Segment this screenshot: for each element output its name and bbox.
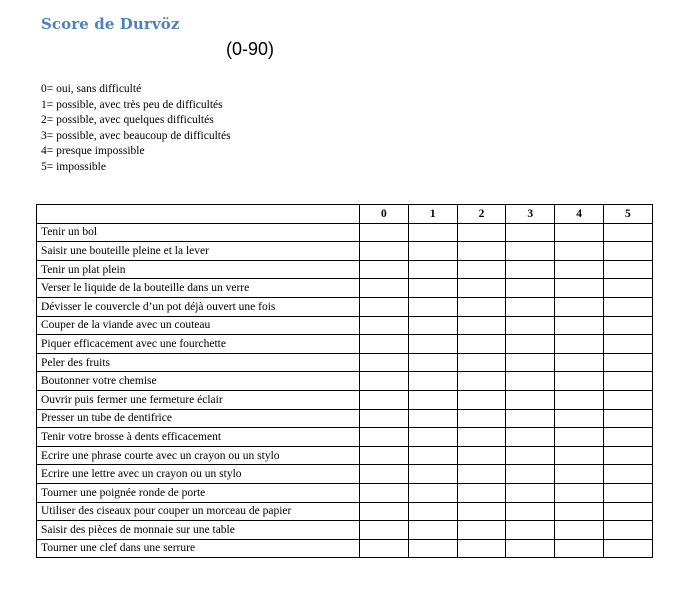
score-cell-1[interactable] — [408, 539, 457, 558]
table-row — [37, 353, 653, 372]
score-cell-3[interactable] — [506, 316, 555, 335]
score-cell-5[interactable] — [603, 223, 652, 242]
score-cell-2[interactable] — [457, 260, 506, 279]
score-cell-2[interactable] — [457, 242, 506, 261]
score-cell-4[interactable] — [555, 372, 604, 391]
column-header-1: 1 — [408, 205, 457, 224]
score-cell-0[interactable] — [360, 428, 409, 447]
score-cell-3[interactable] — [506, 353, 555, 372]
score-cell-5[interactable] — [603, 539, 652, 558]
table-row — [37, 428, 653, 447]
score-cell-1[interactable] — [408, 428, 457, 447]
score-cell-1[interactable] — [408, 409, 457, 428]
activity-label: Utiliser des ciseaux pour couper un morceau de papier — [37, 502, 360, 521]
scoring-legend — [41, 82, 231, 175]
activity-label: Tenir votre brosse à dents efficacement — [37, 428, 360, 447]
score-cell-4[interactable] — [555, 297, 604, 316]
table-row — [37, 502, 653, 521]
column-header-3: 3 — [506, 205, 555, 224]
score-cell-0[interactable] — [360, 483, 409, 502]
table-row — [37, 260, 653, 279]
score-cell-3[interactable] — [506, 521, 555, 540]
score-cell-2[interactable] — [457, 521, 506, 540]
activity-label: Dévisser le couvercle d’un pot déjà ouvert une fois — [37, 297, 360, 316]
score-cell-5[interactable] — [603, 353, 652, 372]
score-cell-5[interactable] — [603, 242, 652, 261]
score-cell-3[interactable] — [506, 409, 555, 428]
activity-label: Tourner une poignée ronde de porte — [37, 483, 360, 502]
score-cell-0[interactable] — [360, 409, 409, 428]
score-cell-4[interactable] — [555, 316, 604, 335]
score-cell-4[interactable] — [555, 483, 604, 502]
score-cell-4[interactable] — [555, 428, 604, 447]
score-cell-2[interactable] — [457, 223, 506, 242]
score-cell-4[interactable] — [555, 260, 604, 279]
column-header-0: 0 — [360, 205, 409, 224]
activity-label: Tenir un bol — [37, 223, 360, 242]
score-cell-2[interactable] — [457, 372, 506, 391]
document-title: Score de Durvöz — [41, 15, 180, 33]
activity-label: Peler des fruits — [37, 353, 360, 372]
score-cell-4[interactable] — [555, 465, 604, 484]
activity-label: Couper de la viande avec un couteau — [37, 316, 360, 335]
activity-label: Verser le liquide de la bouteille dans un verre — [37, 279, 360, 298]
score-cell-1[interactable] — [408, 260, 457, 279]
score-cell-4[interactable] — [555, 539, 604, 558]
score-cell-0[interactable] — [360, 279, 409, 298]
activity-label: Ecrire une lettre avec un crayon ou un stylo — [37, 465, 360, 484]
score-cell-0[interactable] — [360, 446, 409, 465]
score-cell-2[interactable] — [457, 390, 506, 409]
score-table — [36, 204, 653, 558]
score-cell-1[interactable] — [408, 372, 457, 391]
legend-item: 1= possible, avec très peu de difficultés — [41, 98, 223, 111]
score-cell-2[interactable] — [457, 446, 506, 465]
score-cell-1[interactable] — [408, 242, 457, 261]
legend-item: 5= impossible — [41, 160, 106, 173]
score-cell-5[interactable] — [603, 502, 652, 521]
score-cell-0[interactable] — [360, 539, 409, 558]
score-cell-2[interactable] — [457, 353, 506, 372]
score-cell-0[interactable] — [360, 242, 409, 261]
score-cell-4[interactable] — [555, 521, 604, 540]
table-row — [37, 372, 653, 391]
score-cell-2[interactable] — [457, 279, 506, 298]
column-header-5: 5 — [603, 205, 652, 224]
score-cell-0[interactable] — [360, 372, 409, 391]
score-cell-5[interactable] — [603, 316, 652, 335]
score-cell-1[interactable] — [408, 446, 457, 465]
score-cell-4[interactable] — [555, 242, 604, 261]
legend-item: 2= possible, avec quelques difficultés — [41, 114, 214, 126]
activity-label: Piquer efficacement avec une fourchette — [37, 335, 360, 354]
score-cell-4[interactable] — [555, 335, 604, 354]
score-cell-4[interactable] — [555, 409, 604, 428]
table-row — [37, 483, 653, 502]
table-row — [37, 465, 653, 484]
score-cell-3[interactable] — [506, 502, 555, 521]
table-row — [37, 539, 653, 558]
score-cell-3[interactable] — [506, 372, 555, 391]
score-cell-4[interactable] — [555, 390, 604, 409]
table-row — [37, 279, 653, 298]
score-cell-3[interactable] — [506, 279, 555, 298]
score-cell-2[interactable] — [457, 335, 506, 354]
table-header-row — [37, 205, 653, 224]
score-cell-0[interactable] — [360, 390, 409, 409]
score-cell-5[interactable] — [603, 335, 652, 354]
score-cell-3[interactable] — [506, 335, 555, 354]
activity-label: Saisir une bouteille pleine et la lever — [37, 242, 360, 261]
table-row — [37, 409, 653, 428]
score-cell-3[interactable] — [506, 260, 555, 279]
activity-label: Presser un tube de dentifrice — [37, 409, 360, 428]
score-cell-5[interactable] — [603, 446, 652, 465]
score-cell-5[interactable] — [603, 279, 652, 298]
score-cell-4[interactable] — [555, 279, 604, 298]
score-cell-3[interactable] — [506, 465, 555, 484]
score-cell-4[interactable] — [555, 502, 604, 521]
score-cell-1[interactable] — [408, 521, 457, 540]
score-range: (0-90) — [226, 39, 275, 59]
score-cell-5[interactable] — [603, 465, 652, 484]
score-cell-2[interactable] — [457, 316, 506, 335]
score-cell-3[interactable] — [506, 242, 555, 261]
score-cell-0[interactable] — [360, 353, 409, 372]
legend-item: 4= presque impossible — [41, 145, 145, 157]
score-cell-0[interactable] — [360, 260, 409, 279]
score-cell-0[interactable] — [360, 223, 409, 242]
score-cell-1[interactable] — [408, 279, 457, 298]
score-cell-3[interactable] — [506, 223, 555, 242]
score-cell-4[interactable] — [555, 446, 604, 465]
score-cell-1[interactable] — [408, 223, 457, 242]
score-cell-5[interactable] — [603, 483, 652, 502]
score-cell-4[interactable] — [555, 353, 604, 372]
activity-label: Saisir des pièces de monnaie sur une table — [37, 521, 360, 540]
table-row — [37, 390, 653, 409]
table-row — [37, 242, 653, 261]
score-cell-0[interactable] — [360, 502, 409, 521]
table-row — [37, 297, 653, 316]
table-row — [37, 223, 653, 242]
score-cell-2[interactable] — [457, 409, 506, 428]
score-cell-5[interactable] — [603, 390, 652, 409]
table-row — [37, 316, 653, 335]
score-cell-0[interactable] — [360, 465, 409, 484]
score-cell-5[interactable] — [603, 260, 652, 279]
score-cell-3[interactable] — [506, 428, 555, 447]
table-row — [37, 335, 653, 354]
score-cell-1[interactable] — [408, 297, 457, 316]
score-cell-2[interactable] — [457, 502, 506, 521]
score-cell-2[interactable] — [457, 428, 506, 447]
score-cell-5[interactable] — [603, 297, 652, 316]
score-cell-0[interactable] — [360, 297, 409, 316]
score-cell-3[interactable] — [506, 483, 555, 502]
score-cell-2[interactable] — [457, 297, 506, 316]
score-cell-5[interactable] — [603, 409, 652, 428]
score-cell-2[interactable] — [457, 539, 506, 558]
score-cell-3[interactable] — [506, 390, 555, 409]
score-cell-5[interactable] — [603, 372, 652, 391]
score-cell-0[interactable] — [360, 521, 409, 540]
activity-label: Boutonner votre chemise — [37, 372, 360, 391]
column-header-4: 4 — [555, 205, 604, 224]
score-cell-0[interactable] — [360, 335, 409, 354]
activity-label: Tenir un plat plein — [37, 260, 360, 279]
score-cell-2[interactable] — [457, 465, 506, 484]
score-cell-1[interactable] — [408, 465, 457, 484]
score-cell-1[interactable] — [408, 390, 457, 409]
score-cell-1[interactable] — [408, 502, 457, 521]
table-row — [37, 446, 653, 465]
column-header-2: 2 — [457, 205, 506, 224]
legend-item: 0= oui, sans difficulté — [41, 83, 142, 95]
score-cell-1[interactable] — [408, 316, 457, 335]
activity-label: Tourner une clef dans une serrure — [37, 539, 360, 558]
score-cell-3[interactable] — [506, 446, 555, 465]
score-cell-0[interactable] — [360, 316, 409, 335]
score-cell-3[interactable] — [506, 539, 555, 558]
score-cell-5[interactable] — [603, 428, 652, 447]
score-cell-1[interactable] — [408, 483, 457, 502]
score-cell-5[interactable] — [603, 521, 652, 540]
activity-label: Ouvrir puis fermer une fermeture éclair — [37, 390, 360, 409]
score-cell-4[interactable] — [555, 223, 604, 242]
score-cell-3[interactable] — [506, 297, 555, 316]
score-cell-1[interactable] — [408, 335, 457, 354]
score-cell-2[interactable] — [457, 483, 506, 502]
activity-label: Ecrire une phrase courte avec un crayon ou un stylo — [37, 446, 360, 465]
header-blank-cell — [37, 205, 360, 224]
score-cell-1[interactable] — [408, 353, 457, 372]
legend-item: 3= possible, avec beaucoup de difficultés — [41, 129, 231, 142]
table-row — [37, 521, 653, 540]
